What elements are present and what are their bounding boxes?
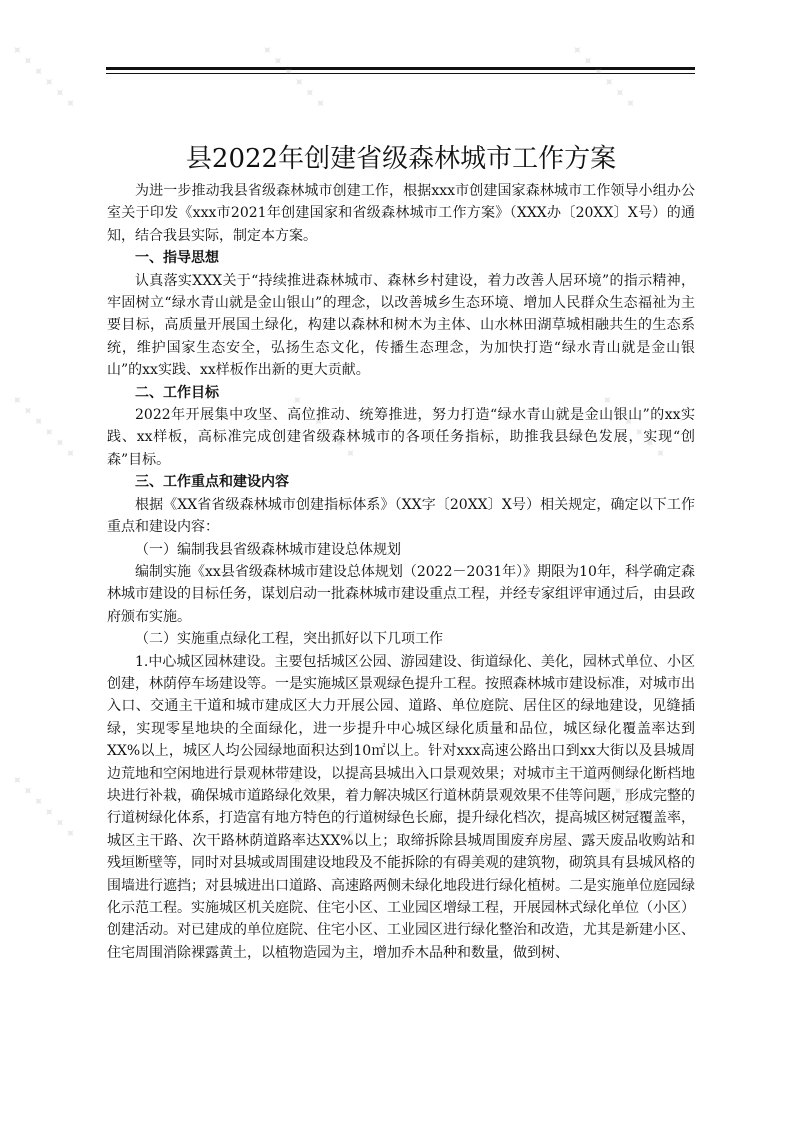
document-page: 县2022年创建省级森林城市工作方案 为进一步推动我县省级森林城市创建工作，根据xxx市创建国家森林城市工作领导小组办公室关于印发《xxx市2021年创建国家和省级森林城市工作方案》（XXX办〔20XX〕X号）的通知，结合我县实际，制定本方案。 一、指导思想 认真落实XXX关于“持续推进森林城市、森林乡村建设，着力改善人居环境”的指示精神，牢固树立“绿水青山就是金山银山”的理念，以改善城乡生态环境、增加人民群众生态福祉为主要目标，高质量开展国土绿化，构建以森林和树木为主体、山水林田湖草城相融共生的生态系统，维护国家生态安全，弘扬生态文化，传播生态理念，为加快打造“绿水青山就是金山银山”的xx实践、xx样板作出新的更大贡献。 二、工作目标 2022年开展集中攻坚、高位推动、统筹推进，努力打造“绿水青山就是金山银山”的xx实践、xx样板，高标准完成创建省级森林城市的各项任务指标，助推我县绿色发展，实现“创森”目标。 三、工作重点和建设内容 根据《XX省省级森林城市创建指标体系》（XX字〔20XX〕X号）相关规定，确定以下工作重点和建设内容： （一）编制我县省级森林城市建设总体规划 编制实施《xx县省级森林城市建设总体规划（2022－2031年）》期限为10年，科学确定森林城市建设的目标任务，谋划启动一批森林城市建设重点工程，并经专家组评审通过后，由县政府颁布实施。 （二）实施重点绿化工程，突出抓好以下几项工作 1.中心城区园林建设。主要包括城区公园、游园建设、街道绿化、美化，园林式单位、小区创建，林荫停车场建设等。一是实施城区景观绿色提升工程。按照森林城市建设标准，对城市出入口、交通主干道和城市建成区大力开展公园、道路、单位庭院、居住区的绿地建设，见缝插绿，实现零星地块的全面绿化，进一步提升中心城区绿化质量和品位，城区绿化覆盖率达到XX%以上，城区人均公园绿地面积达到10㎡以上。针对xxx高速公路出口到xx大街以及县城周边荒地和空闲地进行景观林带建设，以提高县城出入口景观效果；对城市主干道两侧绿化断档地块进行补栽，确保城市道路绿化效果，着力解决城区行道林荫景观效果不佳等问题，形成完整的行道树绿化体系，打造富有地方特色的行道树绿色长廊，提升绿化档次，提高城区树冠覆盖率，城区主干路、次干路林荫道路率达XX%以上；取缔拆除县城周围废弃房屋、露天废品收购站和残垣断壁等，同时对县城或周围建设地段及不能拆除的有碍美观的建筑物，砌筑具有县城风格的围墙进行遮挡；对县城进出口道路、高速路两侧未绿化地段进行绿化植树。二是实施单位庭园绿化示范工程。实施城区机关庭院、住宅小区、工业园区增绿工程，开展园林式绿化单位（小区）创建活动。对已建成的单位庭院、住宅小区、工业园区进行绿化整治和改造，尤其是新建小区、住宅周围消除裸露黄土，以植物造园为主，增加乔木品种和数量，做到树、 ✦ ✦ ✦ ✦ ✦ ✦ ✦ ✦ ✦ ✦ ✦ ✦ ✦ ✦ ✦ ✦ ✦ ✦ ✦ ✦ ✦ ✦ ✦ ✦ ✦ ✦ ✦ ✦ ✦ ✦ ✦ ✦ ✦ ✦ ✦ ✦ ✦ ✦ ✦ ✦ ✦ ✦ ✦ ✦ ✦ ✦ ✦ ✦ ✦ ✦ ✦ ✦ ✦ ✦: [0, 0, 793, 1122]
header-rule-thin: [106, 73, 695, 74]
document-body: [107, 140, 695, 964]
subsection1-paragraph: 编制实施《xx县省级森林城市建设总体规划（2022－2031年）》期限为10年，科学确定森林城市建设的目标任务，谋划启动一批森林城市建设重点工程，并经专家组评审通过后，由县政府颁布实施。: [107, 563, 695, 625]
document-title: 县2022年创建省级森林城市工作方案: [185, 144, 617, 174]
section-heading-goals: 二、工作目标: [135, 384, 219, 401]
header-rule-thick: [106, 67, 695, 70]
subsection-heading-plan: （一）编制我县省级森林城市建设总体规划: [135, 541, 401, 558]
intro-paragraph: 为进一步推动我县省级森林城市创建工作，根据xxx市创建国家森林城市工作领导小组办公室关于印发《xxx市2021年创建国家和省级森林城市工作方案》（XXX办〔20XX〕X号）的通知，结合我县实际，制定本方案。: [107, 183, 695, 244]
subsection2-paragraph: 1.中心城区园林建设。主要包括城区公园、游园建设、街道绿化、美化，园林式单位、小区创建，林荫停车场建设等。一是实施城区景观绿色提升工程。按照森林城市建设标准，对城市出入口、交通主干道和城市建成区大力开展公园、道路、单位庭院、居住区的绿地建设，见缝插绿，实现零星地块的全面绿化，进一步提升中心城区绿化质量和品位，城区绿化覆盖率达到XX%以上，城区人均公园绿地面积达到10㎡以上。针对xxx高速公路出口到xx大街以及县城周边荒地和空闲地进行景观林带建设，以提高县城出入口景观效果；对城市主干道两侧绿化断档地块进行补栽，确保城市道路绿化效果，着力解决城区行道林荫景观效果不佳等问题，形成完整的行道树绿化体系，打造富有地方特色的行道树绿色长廊，提升绿化档次，提高城区树冠覆盖率，城区主干路、次干路林荫道路率达XX%以上；取缔拆除县城周围废弃房屋、露天废品收购站和残垣断壁等，同时对县城或周围建设地段及不能拆除的有碍美观的建筑物，砌筑具有县城风格的围墙进行遮挡；对县城进出口道路、高速路两侧未绿化地段进行绿化植树。二是实施单位庭园绿化示范工程。实施城区机关庭院、住宅小区、工业园区增绿工程，开展园林式绿化单位（小区）创建活动。对已建成的单位庭院、住宅小区、工业园区进行绿化整治和改造，尤其是新建小区、住宅周围消除裸露黄土，以植物造园为主，增加乔木品种和数量，做到树、: [107, 653, 695, 961]
section1-paragraph: 认真落实XXX关于“持续推进森林城市、森林乡村建设，着力改善人居环境”的指示精神，牢固树立“绿水青山就是金山银山”的理念，以改善城乡生态环境、增加人民群众生态福祉为主要目标，高质量开展国土绿化，构建以森林和树木为主体、山水林田湖草城相融共生的生态系统，维护国家生态安全，弘扬生态文化，传播生态理念，为加快打造“绿水青山就是金山银山”的xx实践、xx样板作出新的更大贡献。: [107, 272, 695, 379]
section3-paragraph: 根据《XX省省级森林城市创建指标体系》（XX字〔20XX〕X号）相关规定，确定以下工作重点和建设内容：: [107, 496, 695, 536]
section-heading-guiding-ideology: 一、指导思想: [135, 250, 219, 267]
section2-paragraph: 2022年开展集中攻坚、高位推动、统筹推进，努力打造“绿水青山就是金山银山”的xx实践、xx样板，高标准完成创建省级森林城市的各项任务指标，助推我县绿色发展，实现“创森”目标。: [107, 407, 695, 468]
section-heading-key-work: 三、工作重点和建设内容: [135, 474, 289, 491]
subsection-heading-greening: （二）实施重点绿化工程，突出抓好以下几项工作: [135, 631, 443, 648]
